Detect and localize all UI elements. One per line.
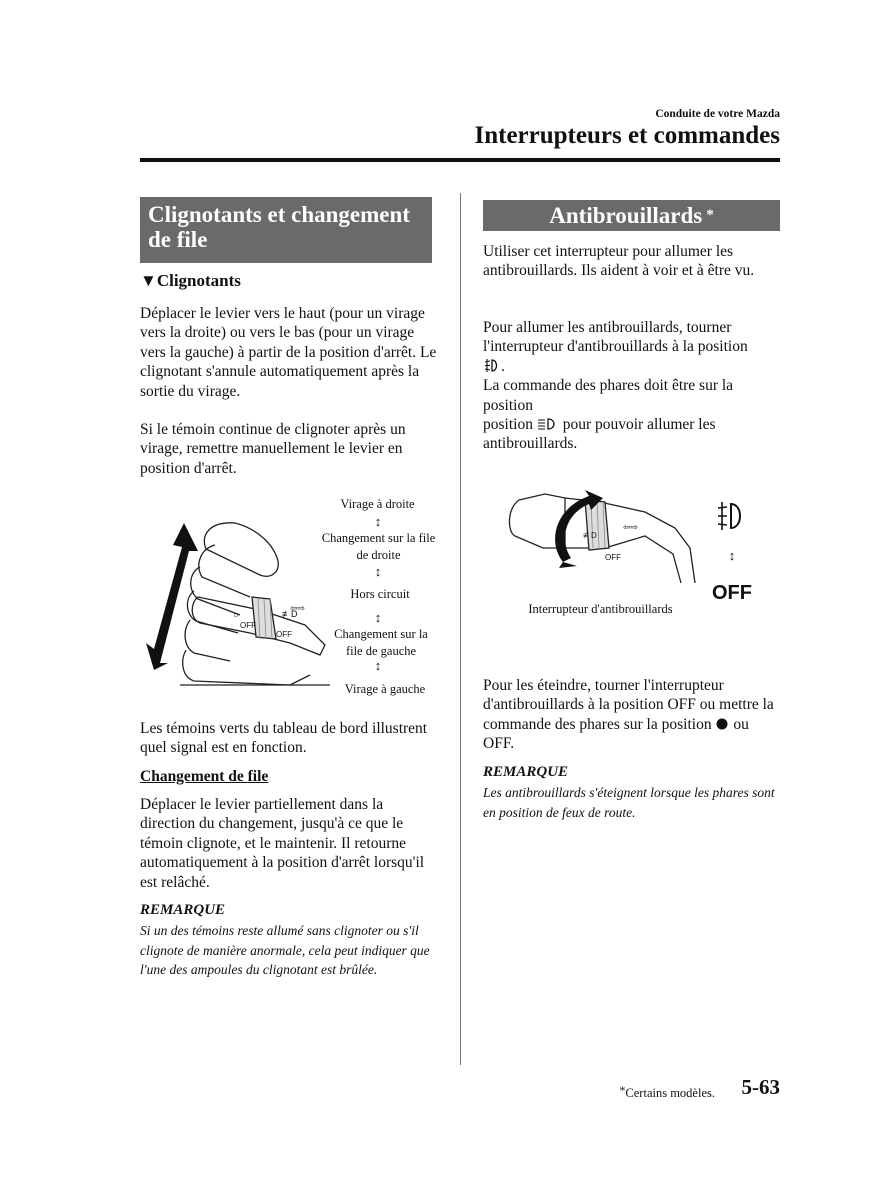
- updown-arrow-icon: ↕: [374, 610, 382, 625]
- column-divider: [460, 193, 461, 1065]
- paragraph-green-indicators: Les témoins verts du tableau de bord illustrent quel signal est en fonction.: [140, 720, 428, 757]
- turn-signal-lever-diagram: [140, 515, 340, 700]
- section-title-turn-signals: Clignotants et changement de file: [140, 197, 432, 263]
- svg-text:OFF: OFF: [240, 621, 256, 630]
- front-fog-light-icon: [716, 500, 746, 532]
- paragraph-fog-light-off: Pour les éteindre, tourner l'interrupteur d'antibrouillards à la position OFF ou mettre la commande des phares sur la position ou OFF.: [483, 677, 774, 753]
- svg-text:OFF: OFF: [276, 630, 292, 639]
- label-turn-left: Virage à gauche: [344, 682, 426, 696]
- subsection-title: Clignotants: [156, 271, 241, 290]
- asterisk-icon: *: [706, 207, 714, 223]
- updown-arrow-icon: ↕: [374, 658, 382, 673]
- fog-light-switch-diagram: [505, 488, 705, 593]
- fog-switch-caption: Interrupteur d'antibrouillards: [528, 602, 673, 616]
- updown-arrow-icon: ↕: [374, 564, 382, 579]
- label-lane-change-left: Changement sur la file de gauche: [334, 627, 428, 658]
- chapter-title: Conduite de votre Mazda: [655, 108, 780, 120]
- paragraph-fog-light-on: Pour allumer les antibrouillards, tourner l'interrupteur d'antibrouillards à la position . La commande des phares doit être sur la position position pour pouvoir allumer les antibrouillards.: [483, 319, 748, 453]
- section-title-fog-lights: Antibrouillards *: [483, 200, 780, 231]
- note-text-left: Si un des témoins reste allumé sans clignoter ou s'il clignote de manière anormale, cela peut indiquer que l'une des ampoules du clignotant est brûlée.: [140, 923, 430, 977]
- page-title: Interrupteurs et commandes: [474, 122, 780, 149]
- paragraph-fog-light-purpose: Utiliser cet interrupteur pour allumer les antibrouillards. Ils aident à voir et à être vu.: [483, 243, 755, 280]
- svg-text:≢D: ≢D: [282, 609, 298, 619]
- svg-text:⇦⇨: ⇦⇨: [290, 603, 306, 613]
- front-fog-light-icon: [483, 358, 501, 373]
- filled-circle-icon: [715, 717, 729, 731]
- label-lane-change-right: Changement sur la file de droite: [321, 531, 436, 562]
- label-off: Hors circuit: [350, 587, 410, 601]
- certain-models-note: *Certains modèles.: [619, 1083, 715, 1100]
- svg-text:☼: ☼: [555, 522, 564, 532]
- note-text-right: Les antibrouillards s'éteignent lorsque les phares sont en position de feux de route.: [483, 785, 775, 820]
- svg-text:OFF: OFF: [605, 553, 621, 562]
- headlight-icon: [537, 417, 559, 431]
- note-heading-right: REMARQUE: [483, 764, 569, 780]
- svg-text:≢D: ≢D: [583, 531, 597, 540]
- page-number: 5-63: [741, 1075, 780, 1099]
- svg-text:☼: ☼: [232, 610, 240, 619]
- updown-arrow-icon: ↕: [728, 548, 736, 563]
- triangle-down-icon: ▼: [140, 271, 157, 290]
- asterisk-icon: *: [619, 1083, 626, 1097]
- paragraph-manual-return: Si le témoin continue de clignoter après un virage, remettre manuellement le levier en position d'arrêt.: [140, 421, 406, 477]
- off-label: OFF: [712, 582, 752, 604]
- note-heading-left: REMARQUE: [140, 902, 226, 918]
- svg-text:⇦⇨: ⇦⇨: [623, 522, 639, 532]
- paragraph-lane-change: Déplacer le levier partiellement dans la direction du changement, jusqu'à ce que le témoin clignote, et le maintenir. Il retourne automatiquement à la position d'arrêt lorsqu'il est relâché.: [140, 796, 425, 891]
- updown-arrow-icon: ↕: [374, 514, 382, 529]
- paragraph-turn-signal-usage: Déplacer le levier vers le haut (pour un virage vers la droite) ou vers le bas (pour un virage vers la gauche) à partir de la position d'arrêt. Le clignotant s'annule automatiquement après la sortie du virage.: [140, 305, 437, 400]
- header-rule: [140, 158, 780, 162]
- subsection-heading: [140, 271, 241, 291]
- label-turn-right: Virage à droite: [340, 497, 415, 511]
- lane-change-heading: Changement de file: [140, 768, 269, 785]
